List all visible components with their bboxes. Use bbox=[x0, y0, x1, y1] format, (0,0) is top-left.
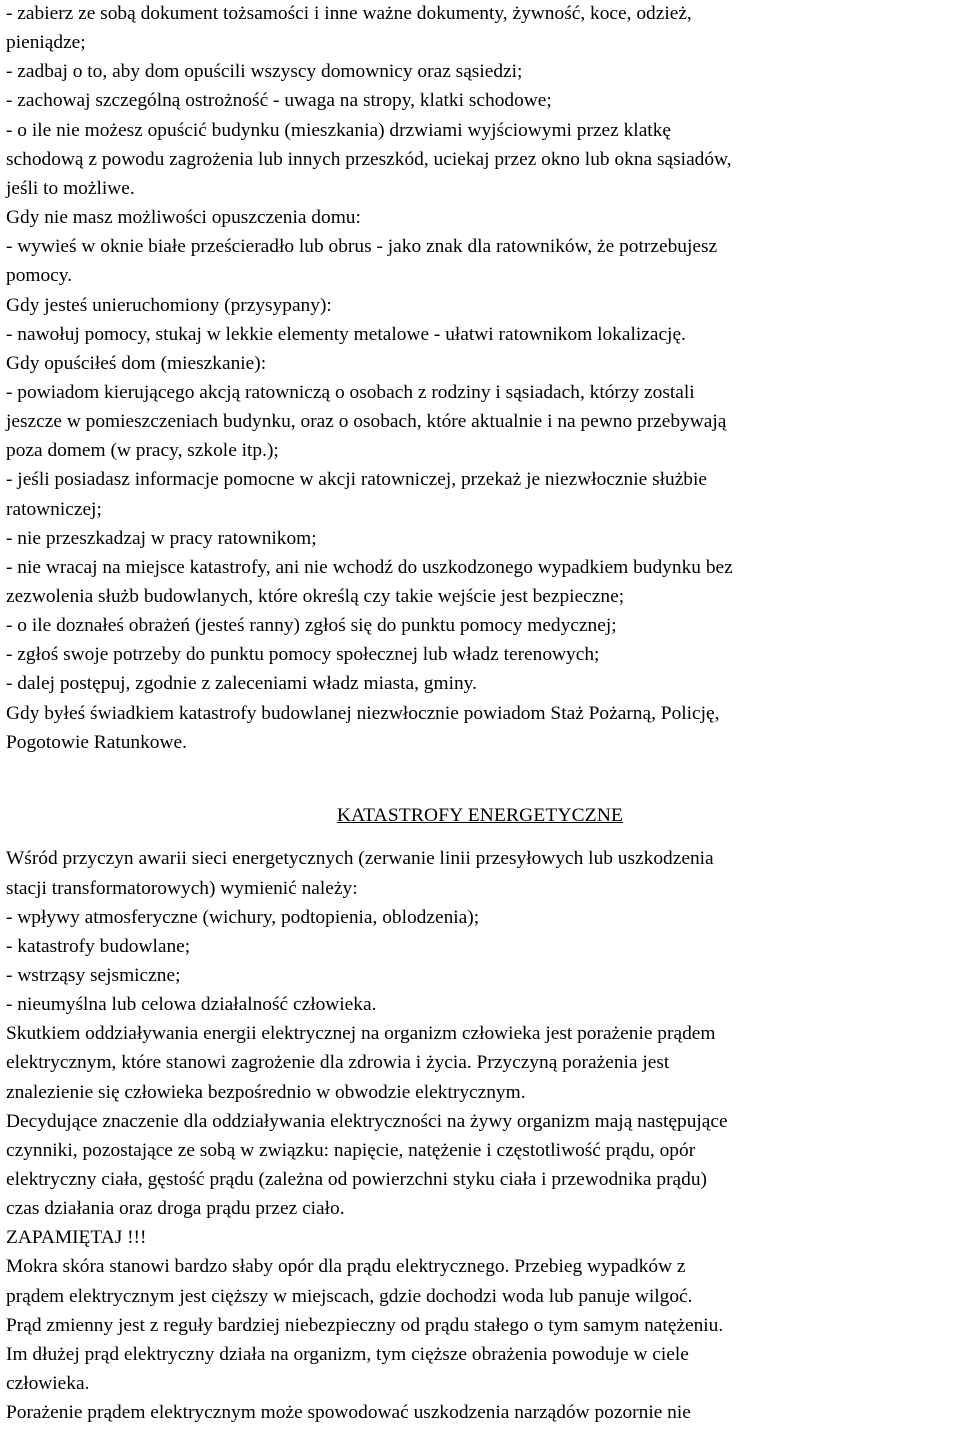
text-line: - zachowaj szczególną ostrożność - uwaga na stropy, klatki schodowe; bbox=[6, 90, 552, 112]
text-line: Gdy opuściłeś dom (mieszkanie): bbox=[6, 352, 267, 374]
text-line: elektrycznym, które stanowi zagrożenie dla zdrowia i życia. Przyczyną porażenia jest bbox=[6, 1052, 670, 1074]
text-line: - o ile doznałeś obrażeń (jesteś ranny) zgłoś się do punktu pomocy medycznej; bbox=[6, 615, 617, 637]
text-line: - jeśli posiadasz informacje pomocne w akcji ratowniczej, przekaż je niezwłocznie służbie bbox=[6, 469, 707, 491]
text-line: pieniądze; bbox=[6, 32, 86, 54]
text-line: prądem elektrycznym jest cięższy w miejscach, gdzie dochodzi woda lub panuje wilgoć. bbox=[6, 1285, 693, 1307]
text-line: poza domem (w pracy, szkole itp.); bbox=[6, 440, 279, 462]
text-line: Skutkiem oddziaływania energii elektrycznej na organizm człowieka jest porażenie prądem bbox=[6, 1023, 716, 1045]
text-line: czynniki, pozostające ze sobą w związku: napięcie, natężenie i częstotliwość prądu, opór bbox=[6, 1139, 696, 1161]
text-line: - dalej postępuj, zgodnie z zaleceniami władz miasta, gminy. bbox=[6, 673, 477, 695]
text-line: - zabierz ze sobą dokument tożsamości i inne ważne dokumenty, żywność, koce, odzież, bbox=[6, 3, 692, 24]
text-line: ZAPAMIĘTAJ !!! bbox=[6, 1227, 147, 1249]
text-line: pomocy. bbox=[6, 265, 73, 287]
text-line: zezwolenia służb budowlanych, które określą czy takie wejście jest bezpieczne; bbox=[6, 586, 625, 607]
section-heading: KATASTROFY ENERGETYCZNE bbox=[336, 804, 624, 826]
text-line: Gdy nie masz możliwości opuszczenia domu: bbox=[6, 207, 361, 229]
text-line: Gdy byłeś świadkiem katastrofy budowlanej niezwłocznie powiadom Staż Pożarną, Policję, bbox=[6, 702, 720, 724]
text-line: Prąd zmienny jest z reguły bardziej niebezpieczny od prądu stałego o tym samym natężeniu. bbox=[6, 1314, 724, 1336]
text-line: Im dłużej prąd elektryczny działa na organizm, tym cięższe obrażenia powoduje w ciele bbox=[6, 1343, 689, 1365]
text-line: - nie wracaj na miejsce katastrofy, ani nie wchodź do uszkodzonego wypadkiem budynku bez bbox=[6, 556, 733, 578]
text-line: stacji transformatorowych) wymienić należy: bbox=[6, 877, 358, 899]
text-line: ratowniczej; bbox=[6, 498, 102, 520]
text-line: Wśród przyczyn awarii sieci energetycznych (zerwanie linii przesyłowych lub uszkodzenia bbox=[6, 848, 714, 870]
text-line: Gdy jesteś unieruchomiony (przysypany): bbox=[6, 294, 332, 316]
text-line: - zadbaj o to, aby dom opuścili wszyscy domownicy oraz sąsiedzi; bbox=[6, 61, 523, 83]
text-line: Mokra skóra stanowi bardzo słaby opór dla prądu elektrycznego. Przebieg wypadków z bbox=[6, 1256, 686, 1278]
text-line: - katastrofy budowlane; bbox=[6, 935, 191, 957]
text-line: - o ile nie możesz opuścić budynku (mieszkania) drzwiami wyjściowymi przez klatkę bbox=[6, 119, 671, 141]
text-line: Pogotowie Ratunkowe. bbox=[6, 731, 187, 753]
text-line: - nie przeszkadzaj w pracy ratownikom; bbox=[6, 527, 317, 549]
text-line: znalezienie się człowieka bezpośrednio w obwodzie elektrycznym. bbox=[6, 1081, 526, 1103]
text-line: schodową z powodu zagrożenia lub innych przeszkód, uciekaj przez okno lub okna sąsiadów, bbox=[6, 148, 732, 170]
text-line: elektryczny ciała, gęstość prądu (zależna od powierzchni styku ciała i przewodnika prądu) bbox=[6, 1169, 707, 1190]
text-line: - powiadom kierującego akcją ratowniczą o osobach z rodziny i sąsiadach, którzy zostali bbox=[6, 381, 695, 403]
text-line: Decydujące znaczenie dla oddziaływania elektryczności na żywy organizm mają następujące bbox=[6, 1110, 728, 1132]
text-line: - wpływy atmosferyczne (wichury, podtopienia, oblodzenia); bbox=[6, 906, 480, 928]
text-line: jeśli to możliwe. bbox=[6, 177, 135, 199]
text-line: - nieumyślna lub celowa działalność człowieka. bbox=[6, 994, 377, 1016]
text-line: Porażenie prądem elektrycznym może spowodować uszkodzenia narządów pozornie nie bbox=[6, 1402, 691, 1424]
text-line: czas działania oraz droga prądu przez ciało. bbox=[6, 1198, 345, 1220]
text-line: człowieka. bbox=[6, 1373, 90, 1395]
text-line: - zgłoś swoje potrzeby do punktu pomocy społecznej lub władz terenowych; bbox=[6, 644, 600, 666]
text-line: - wywieś w oknie białe prześcieradło lub obrus - jako znak dla ratowników, że potrzebujesz bbox=[6, 236, 718, 258]
text-line: - nawołuj pomocy, stukaj w lekkie elementy metalowe - ułatwi ratownikom lokalizację. bbox=[6, 323, 686, 345]
text-line: jeszcze w pomieszczeniach budynku, oraz o osobach, które aktualnie i na pewno przebywają bbox=[6, 411, 727, 433]
text-line: - wstrząsy sejsmiczne; bbox=[6, 964, 181, 986]
